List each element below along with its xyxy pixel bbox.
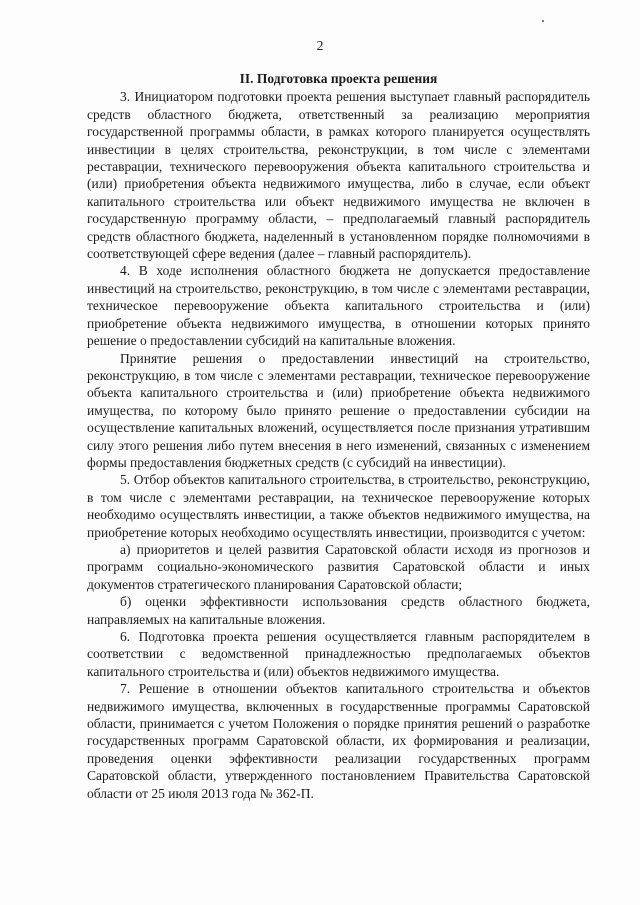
scan-speck	[542, 20, 544, 22]
paragraph-5: 5. Отбор объектов капитального строительства, в строительство, реконструкцию, в том числе с элементами реставрации, на техническое перевооружение которых необходимо осуществлять инвестиции, а также объектов недвижимого имущества, на приобретение которых необходимо осуществлять инвестиции, производится с учетом:	[87, 472, 590, 540]
document-body	[87, 70, 590, 802]
paragraph-7: 7. Решение в отношении объектов капитального строительства и объектов недвижимого имущества, включенных в государственные программы Саратовской области, принимается с учетом Положения о порядке принятия решений о разработке государственных программ Саратовской области, их формирования и реализации, проведения оценки эффективности реализации государственных программ Саратовской области, утвержденного постановлением Правительства Саратовской области от 25 июля 2013 года № 362-П.	[87, 681, 590, 801]
paragraph-4: 4. В ходе исполнения областного бюджета не допускается предоставление инвестиций на строительство, реконструкцию, в том числе с элементами реставрации, техническое перевооружение объекта капитального строительства и (или) приобретение объекта недвижимого имущества, в отношении которых принято решение о предоставлении субсидий на капитальные вложения.	[87, 263, 590, 349]
paragraph-5b: б) оценки эффективности использования средств областного бюджета, направляемых на капитальные вложения.	[87, 594, 590, 627]
paragraph-4-continuation: Принятие решения о предоставлении инвестиций на строительство, реконструкцию, в том числе с элементами реставрации, техническое перевооружение объекта капитального строительства и (или) приобретение объекта недвижимого имущества, по которому было принято решение о предоставлении субсидии на осуществление капитальных вложений, осуществляется после признания утратившим силу этого решения либо путем внесения в него изменений, связанных с изменением формы предоставления бюджетных средств (с субсидий на инвестиции).	[87, 350, 590, 470]
page-number: 2	[316, 38, 324, 53]
paragraph-5a: а) приоритетов и целей развития Саратовской области исходя из прогнозов и программ социально-экономического развития Саратовской области и иных документов стратегического планирования Саратовской области;	[87, 541, 590, 592]
paragraph-3: 3. Инициатором подготовки проекта решения выступает главный распорядитель средств областного бюджета, ответственный за реализацию мероприятия государственной программы области, в рамках которого планируется осуществлять инвестиции в целях строительства, реконструкции, в том числе с элементами реставрации, технического перевооружения объекта капитального строительства и (или) приобретения объекта недвижимого имущества, либо в случае, если объект капитального строительства или объект недвижимого имущества не включен в государственную программу области, – предполагаемый главный распорядитель средств областного бюджета, наделенный в установленном порядке полномочиями в соответствующей сфере ведения (далее – главный распорядитель).	[87, 89, 590, 262]
section-title: II. Подготовка проекта решения	[239, 71, 438, 86]
paragraph-6: 6. Подготовка проекта решения осуществляется главным распорядителем в соответствии с ведомственной принадлежностью предполагаемых объектов капитального строительства и (или) объектов недвижимого имущества.	[87, 629, 590, 679]
